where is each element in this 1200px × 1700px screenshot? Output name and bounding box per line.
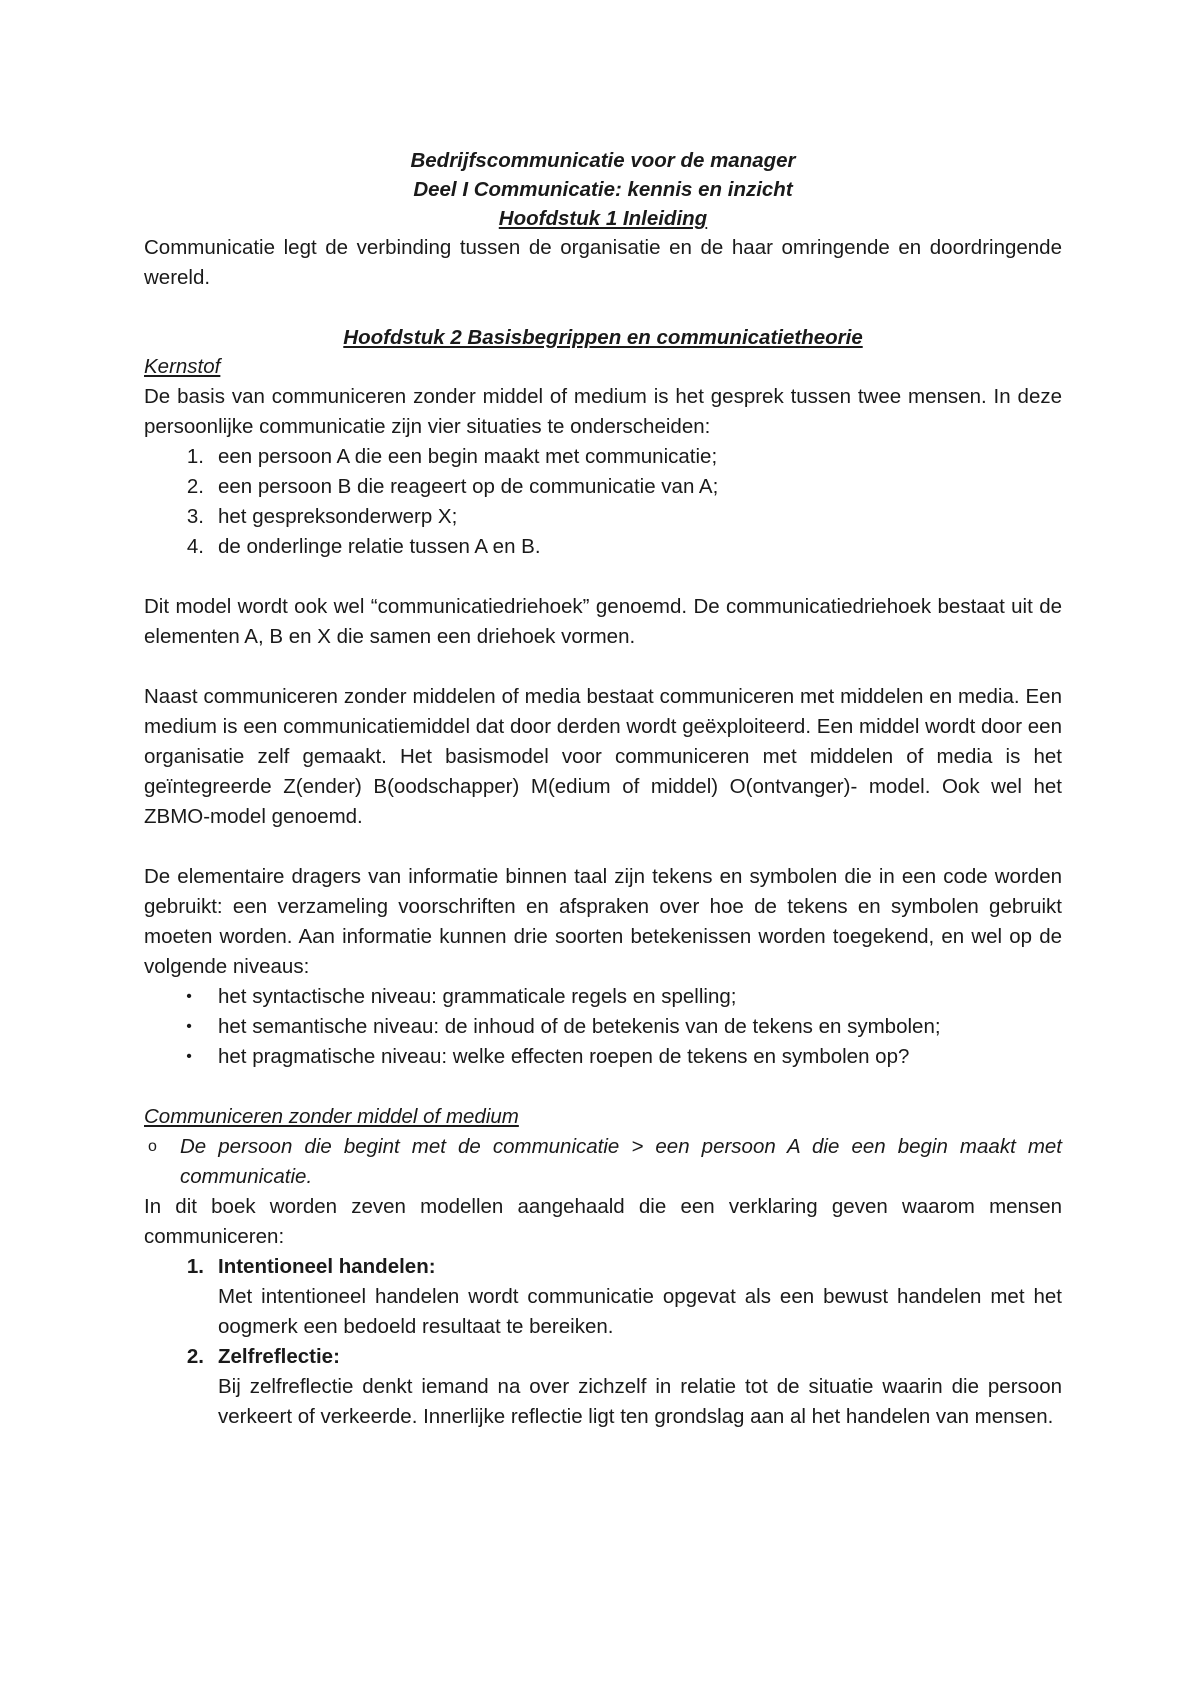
model-body: Bij zelfreflectie denkt iemand na over zichzelf in relatie tot de situatie waarin die persoon verkeert of verkeerde. Innerlijke reflectie ligt ten grondslag aan al het handelen van mensen. — [218, 1375, 1062, 1428]
list-item — [144, 442, 1062, 472]
model-item — [144, 1342, 1062, 1432]
document-title: Bedrijfscommunicatie voor de manager — [410, 149, 796, 172]
list-item-text: het pragmatische niveau: welke effecten roepen de tekens en symbolen op? — [218, 1045, 910, 1068]
list-number: 1. — [186, 1255, 204, 1278]
document-part-title: Deel I Communicatie: kennis en inzicht — [413, 178, 793, 201]
list-item — [144, 532, 1062, 562]
list-number: 4. — [186, 535, 204, 558]
list-item-text: het semantische niveau: de inhoud of de betekenis van de tekens en symbolen; — [218, 1015, 941, 1038]
kernstof-label-text: Kernstof — [144, 355, 221, 378]
chapter-1-heading — [144, 204, 1062, 233]
bullet-icon: • — [186, 1018, 192, 1035]
list-item-text: de onderlinge relatie tussen A en B. — [218, 535, 541, 558]
chapter-2-heading — [144, 323, 1062, 352]
models-list — [144, 1252, 1062, 1432]
bullet-icon: • — [186, 1048, 192, 1065]
list-item — [144, 472, 1062, 502]
list-item — [144, 982, 1062, 1012]
chapter-1-paragraph: Communicatie legt de verbinding tussen de organisatie en de haar omringende en doordringende wereld. — [144, 236, 1062, 289]
levels-list — [144, 982, 1062, 1072]
triangle-paragraph: Dit model wordt ook wel “communicatiedriehoek” genoemd. De communicatiedriehoek bestaat uit de elementen A, B en X die samen een driehoek vormen. — [144, 595, 1062, 648]
chapter-2-heading-text: Hoofdstuk 2 Basisbegrippen en communicatietheorie — [343, 326, 863, 349]
model-title: Zelfreflectie: — [218, 1345, 340, 1368]
list-number: 2. — [186, 1345, 204, 1368]
list-item-text: het gespreksonderwerp X; — [218, 505, 458, 528]
model-body: Met intentioneel handelen wordt communicatie opgevat als een bewust handelen met het oogmerk een bedoeld resultaat te bereiken. — [218, 1285, 1062, 1338]
list-item-text: het syntactische niveau: grammaticale regels en spelling; — [218, 985, 737, 1008]
model-title: Intentioneel handelen: — [218, 1255, 436, 1278]
media-paragraph: Naast communiceren zonder middelen of media bestaat communiceren met middelen en media. Een medium is een communicatiemiddel dat door derden wordt geëxploiteerd. Een middel wordt door een organisatie zelf gemaakt. Het basismodel voor communiceren met middelen of media is het geïntegreerde Z(ender) B(oodschapper) M(edium of middel) O(ontvanger)- model. Ook wel het ZBMO-model genoemd. — [144, 685, 1062, 828]
situations-list — [144, 442, 1062, 562]
circle-bullet-icon: o — [148, 1138, 157, 1155]
list-number: 2. — [186, 475, 204, 498]
list-item — [144, 502, 1062, 532]
models-intro: In dit boek worden zeven modellen aangehaald die een verklaring geven waarom mensen communiceren: — [144, 1195, 1062, 1248]
list-item-text: een persoon B die reageert op de communicatie van A; — [218, 475, 719, 498]
list-number: 3. — [186, 505, 204, 528]
list-item-text: De persoon die begint met de communicatie > een persoon A die een begin maakt met communicatie. — [180, 1135, 1062, 1188]
document-page — [144, 146, 1062, 1432]
bullet-icon: • — [186, 988, 192, 1005]
signs-paragraph: De elementaire dragers van informatie binnen taal zijn tekens en symbolen die in een code worden gebruikt: een verzameling voorschriften en afspraken over hoe de tekens en symbolen gebruikt moeten worden. Aan informatie kunnen drie soorten betekenissen worden toegekend, en wel op de volgende niveaus: — [144, 865, 1062, 978]
list-number: 1. — [186, 445, 204, 468]
list-item — [144, 1042, 1062, 1072]
circle-list — [144, 1132, 1062, 1192]
list-item — [144, 1132, 1062, 1192]
chapter-1-heading-text: Hoofdstuk 1 Inleiding — [498, 207, 708, 230]
section-heading — [144, 1102, 1062, 1132]
kernstof-label — [144, 352, 1062, 382]
model-item — [144, 1252, 1062, 1342]
section-heading-text: Communiceren zonder middel of medium — [144, 1105, 519, 1128]
list-item — [144, 1012, 1062, 1042]
chapter-2-intro: De basis van communiceren zonder middel of medium is het gesprek tussen twee mensen. In deze persoonlijke communicatie zijn vier situaties te onderscheiden: — [144, 385, 1062, 438]
list-item-text: een persoon A die een begin maakt met communicatie; — [218, 445, 718, 468]
